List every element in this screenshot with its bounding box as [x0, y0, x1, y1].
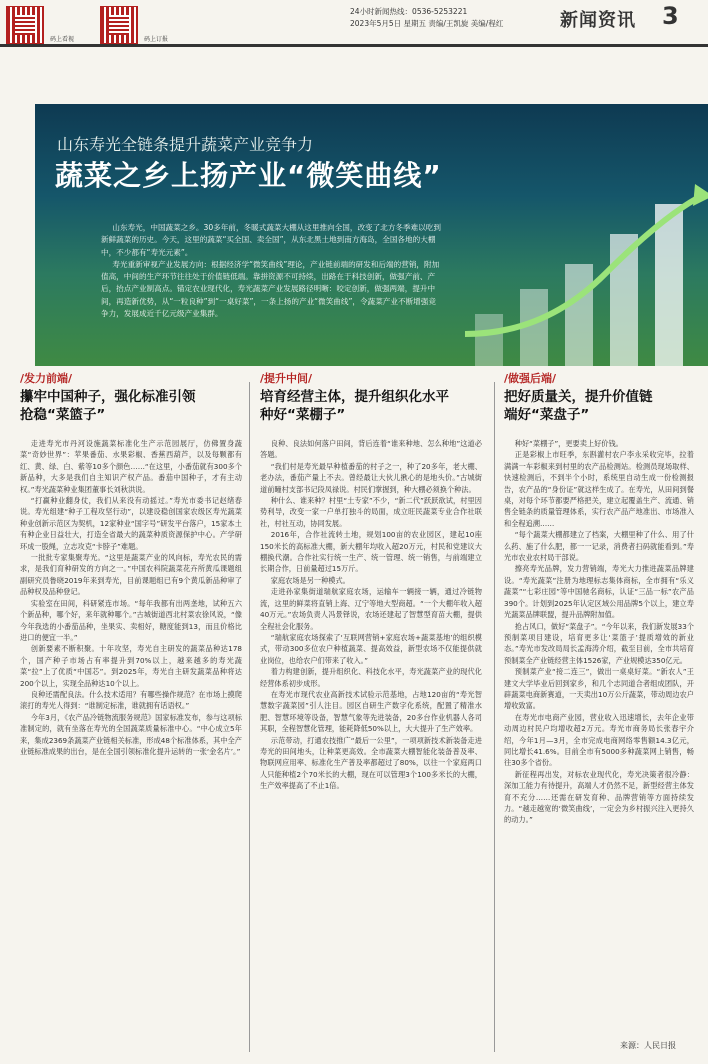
article-body — [260, 438, 482, 792]
column-back-end — [504, 370, 694, 826]
paragraph: 2016年，合作社流转土地，规划100亩的农业园区，建起10座150米长的高标准大棚，新大棚年均收入超20万元，村民和党建议大棚换代潮。合作社实行统一生产、统一管理、统一销售，与前端建立长期合作，日前量超过15万斤。 — [260, 530, 482, 574]
article-headline: 把好质量关，提升价值链 端好“菜盘子” — [504, 389, 653, 423]
paragraph: 良种还需配良法。什么技术适用？有哪些操作规范？在市场上摸爬滚打的寿光人得到：“谁制定标准，谁就拥有话语权。” — [20, 689, 242, 711]
paragraph: 走进孙家集街道瑞航家庭农场，运输车一辆接一辆，通过冷链物流，这里的鲜菜将直销上海、辽宁等地大型商超。“一个大棚年收入超40万元。”农场负责人冯景铎说，农场还建起了智慧型育苗大棚，提供全程社会化服务。 — [260, 587, 482, 631]
paragraph: 家庭农场是另一种模式。 — [270, 575, 350, 585]
paragraph: “每个蔬菜大棚都建立了档案，大棚里种了什么、用了什么药、施了什么肥，都一一记录，消费者扫码就能看到。”寿光市农业农村局干部说。 — [504, 530, 694, 563]
paragraph: 一批批专家集聚寿光。“这里是蔬菜产业的风向标，寿光农民的需求，是我们育种研发的方向之一。”中国农科院蔬菜花卉所黄瓜课题组副研究员鲁晓2019年来到寿光，目前课题组已有9个黄瓜新品种审了品种权及品种登记。 — [20, 553, 242, 597]
article-headline: 攥牢中国种子，强化标准引领 抢稳“菜篮子” — [20, 389, 196, 423]
paragraph: 擦亮寿光品牌，发力营销端，寿光大力推进蔬菜品牌建设。“寿光蔬菜”注册为地理标志集体商标，全市拥有“乐义蔬菜”“七彩庄园”等中国驰名商标，认证“三品一标”农产品390个。计划到2025年认定区域公用品牌5个以上，建立寿光蔬菜品牌联盟，提升品牌附加值。 — [504, 564, 694, 620]
source-credit: 来源：人民日报 — [620, 1041, 676, 1050]
header-rule — [0, 44, 708, 47]
masthead — [0, 0, 708, 96]
hero-banner — [35, 104, 708, 366]
paragraph: 抢占风口，做好“菜盘子”。“今年以来，我们新发展33个预制菜项目建设，培育更多让‘菜篮子’提质增效的新业态。”寿光市发改局局长孟海涛介绍，截至目前，全市共培育预制菜全产业链经营主体1526家，产业规模达350亿元。 — [504, 621, 694, 665]
rising-bars-graphic — [455, 184, 708, 366]
section-tag: /发力前端/ — [20, 372, 73, 385]
hero-paragraph: 寿光重新审视产业发展方向：根据经济学“微笑曲线”理论，产业链前端的研发和后端的营销，附加值高，中间的生产环节往往处于价值链低端。靠拼资源不可持续，出路在于科技创新，做强产前、产后，抬点产业制高点。锚定农业现代化，寿光蔬菜产业发展路径明晰：咬定创新，做强两端，提升中间，再造新优势，从“一粒良种”到“一桌好菜”，一条上扬的产业“微笑曲线”，令蔬菜产业不断增强竞争力，发展成近千亿元级产业集群。 — [101, 259, 440, 319]
paragraph: “瑞航家庭农场探索了‘互联网营销+家庭农场+蔬菜基地’的组织模式，带动300多位农户种植蔬菜、提高效益，新型农场不仅能提供就业岗位，也给农户们带来了收入。” — [260, 632, 482, 665]
qr-code-video[interactable] — [6, 6, 44, 44]
paragraph: 示范带动，打通农技推广“最后一公里”，一项项新技术新装备走进寿光的田间地头，让种菜更高效。全市蔬菜大棚智能化装备普及率、物联网应用率、标准化生产普及率都超过了80%，以往一个家庭两口人只能种植2个70米长的大棚，现在可以管理3个100多米长的大棚，生产效率提高了不止1倍。 — [260, 735, 482, 791]
hero-title: 蔬菜之乡上扬产业“微笑曲线” — [55, 159, 442, 192]
qr-code-subscribe[interactable] — [100, 6, 138, 44]
page-number: 3 — [662, 2, 679, 30]
dateline: 2023年5月5日 星期五 责编/王凯旋 美编/程红 — [350, 19, 504, 28]
paragraph: 种好“菜棚子”，更要卖上好价钱。 — [514, 439, 623, 448]
paragraph: 新征程再出发，对标农业现代化，寿光决策者很冷静：深加工能力有待提升，高端人才仍然不足，新型经营主体发育不充分……还需在研发育种、品牌营销等方面持续发力。“越走越宽的‘微笑曲线’，一定会为乡村振兴注入更持久的动力。” — [504, 769, 694, 825]
column-front-end — [20, 370, 242, 757]
section-tag: /提升中间/ — [260, 372, 313, 385]
hero-intro — [101, 222, 443, 320]
paragraph: 预制菜产业“接二连三”，做出一桌桌好菜。“新农人”王建文大学毕业后回到家乡，和几个志同道合者组成团队，开辟蔬菜电商新赛道，一天卖出10万公斤蔬菜，带动周边农户增收致富。 — [504, 667, 694, 711]
paragraph: 良种、良法如何落户田间，背后连着“谁来种地、怎么种地”这道必答题。 — [260, 439, 482, 460]
paragraph: 实验室在田间，科研紧连市场。“每年我都有出两垄地，试种五六个新品种，哪个好，来年就种哪个。”古城街道西北村菜农徐风说，“像今年我选的小番茄品种，坐果实、卖相好，糖度能到13，而且价格比进口的便宜一半。” — [20, 598, 242, 642]
article-headline: 培育经营主体，提升组织化水平 种好“菜棚子” — [260, 389, 449, 423]
section-tag: /做强后端/ — [504, 372, 557, 385]
column-middle — [260, 370, 482, 792]
paragraph: 种什么、谁来种？村里“土专家”不少，“新二代”跃跃欲试，村里因势利导，改变一家一户单打独斗的局面，成立旺民蔬菜专业合作社联社，村社互动，协同发展。 — [260, 496, 482, 528]
paragraph: 正是彩椒上市旺季，东斟灌村农户李永采收完毕，拉着满满一车彩椒来到村里的农产品检测站。检测员现场取样、快速检测后，不到半个小时，系统里自动生成一份检测报告，农产品的“身份证”就这样生成了。在寿光，从田间到餐桌，对每个环节都要严格把关，建立起覆盖生产、流通、销售全链条的质量管理体系，实行农产品产地准出、市场准入和全程追溯…… — [504, 450, 694, 528]
qr-label-video: 码上看视 — [50, 36, 75, 43]
paragraph: 在寿光市现代农业高新技术试验示范基地，占地120亩的“寿光智慧数字蔬菜园”引人注目。园区自研生产数字化系统，配置了精准水肥、智慧环境等设备，智慧气象等先进装备，20多台作业机器人各司其职，全程智慧化管理，能耗降低50%以上，大大提升了生产效率。 — [260, 689, 482, 734]
paragraph: 走进寿光市丹河设施蔬菜标准化生产示范园展厅，仿佛置身蔬菜“奇妙世界”：苹果番茄、水果彩椒、香蕉西葫芦，以及每颗都有红、黄、绿、白、紫等10多个颜色……“在这里，小番茄就有300多个新品种，大多是我们自主知识产权产品。番茄中国种子，才有主动权。”寿光蔬菜种业集团董事长刘秋洪说。 — [20, 439, 242, 494]
paragraph: 今年3月，《农产品冷链物流服务规范》国家标准发布，参与这项标准制定的，就有坐落在寿光的全国蔬菜质量标准中心。“中心成立5年来，集成2369条蔬菜产业链相关标准，形成48个标准体系，其中全产业链标准成果的出台，是在全国引领标准化提升运转的一张‘金名片’。” — [20, 712, 242, 756]
column-divider — [249, 382, 250, 1052]
hotline: 24小时新闻热线：0536-5253221 — [350, 7, 468, 16]
hero-paragraph: 山东寿光，中国蔬菜之乡。30多年前，冬暖式蔬菜大棚从这里推向全国，改变了北方冬季难以吃到新鲜蔬菜的历史。今天，这里的蔬菜“买全国、卖全国”，从东北黑土地到南方海岛，全国各地的大棚中，不少都有“寿光元素”。 — [101, 223, 441, 257]
paragraph: “打赢种业翻身仗，我们从来没有动摇过。”寿光市委书记赵绪春说。寿光组建“种子工程攻坚行动”，以建设稳创国家农级区寿光蔬菜种业创新示范区为契机，12家种业“国字号”研发平台落户，15家本土有种企业日益壮大，打造全省最大的蔬菜种质资源保护中心。产学研环成一股绳，立志攻克“卡脖子”难题。 — [20, 496, 242, 551]
paragraph: “我们村是寿光最早种植番茄的村子之一，种了20多年，老大棚、老办法，番茄产量上不去。曾经最让大伙儿揪心的是地头价。”古城街道前疃村支部书记段凤禄说。村民们掌握到，种大棚必须换个种法。 — [260, 461, 482, 494]
column-divider — [494, 382, 495, 1052]
paragraph: 创新要素不断积聚。十年攻坚，寿光自主研发的蔬菜品种达178个，国产种子市场占有率提升到70%以上，越来越多的寿光蔬菜“拉”上了优质“中国芯”。到2025年，寿光自主研发蔬菜品种将达200个以上，实现全品种达10个以上。 — [20, 644, 242, 688]
article-body — [504, 438, 694, 826]
section-title: 新闻资讯 — [560, 10, 636, 31]
article-body — [20, 438, 242, 757]
paragraph: 在寿光市电商产业园，营业收入迅速增长，去年企业带动周边村民户均增收超2万元。寿光市商务局长张春宇介绍，今年1月—3月，全市完成电商网络零售额14.3亿元，同比增长41.6%。目前全市有5000多种蔬菜网上销售，畅往30多个省份。 — [504, 712, 694, 768]
hero-subtitle: 山东寿光全链条提升蔬菜产业竞争力 — [57, 135, 314, 154]
paragraph: 着力构建创新，提升组织化、科技化水平，寿光蔬菜产业的现代化经营体系初步成形。 — [260, 667, 482, 688]
qr-label-subscribe: 码上订报 — [144, 36, 169, 43]
